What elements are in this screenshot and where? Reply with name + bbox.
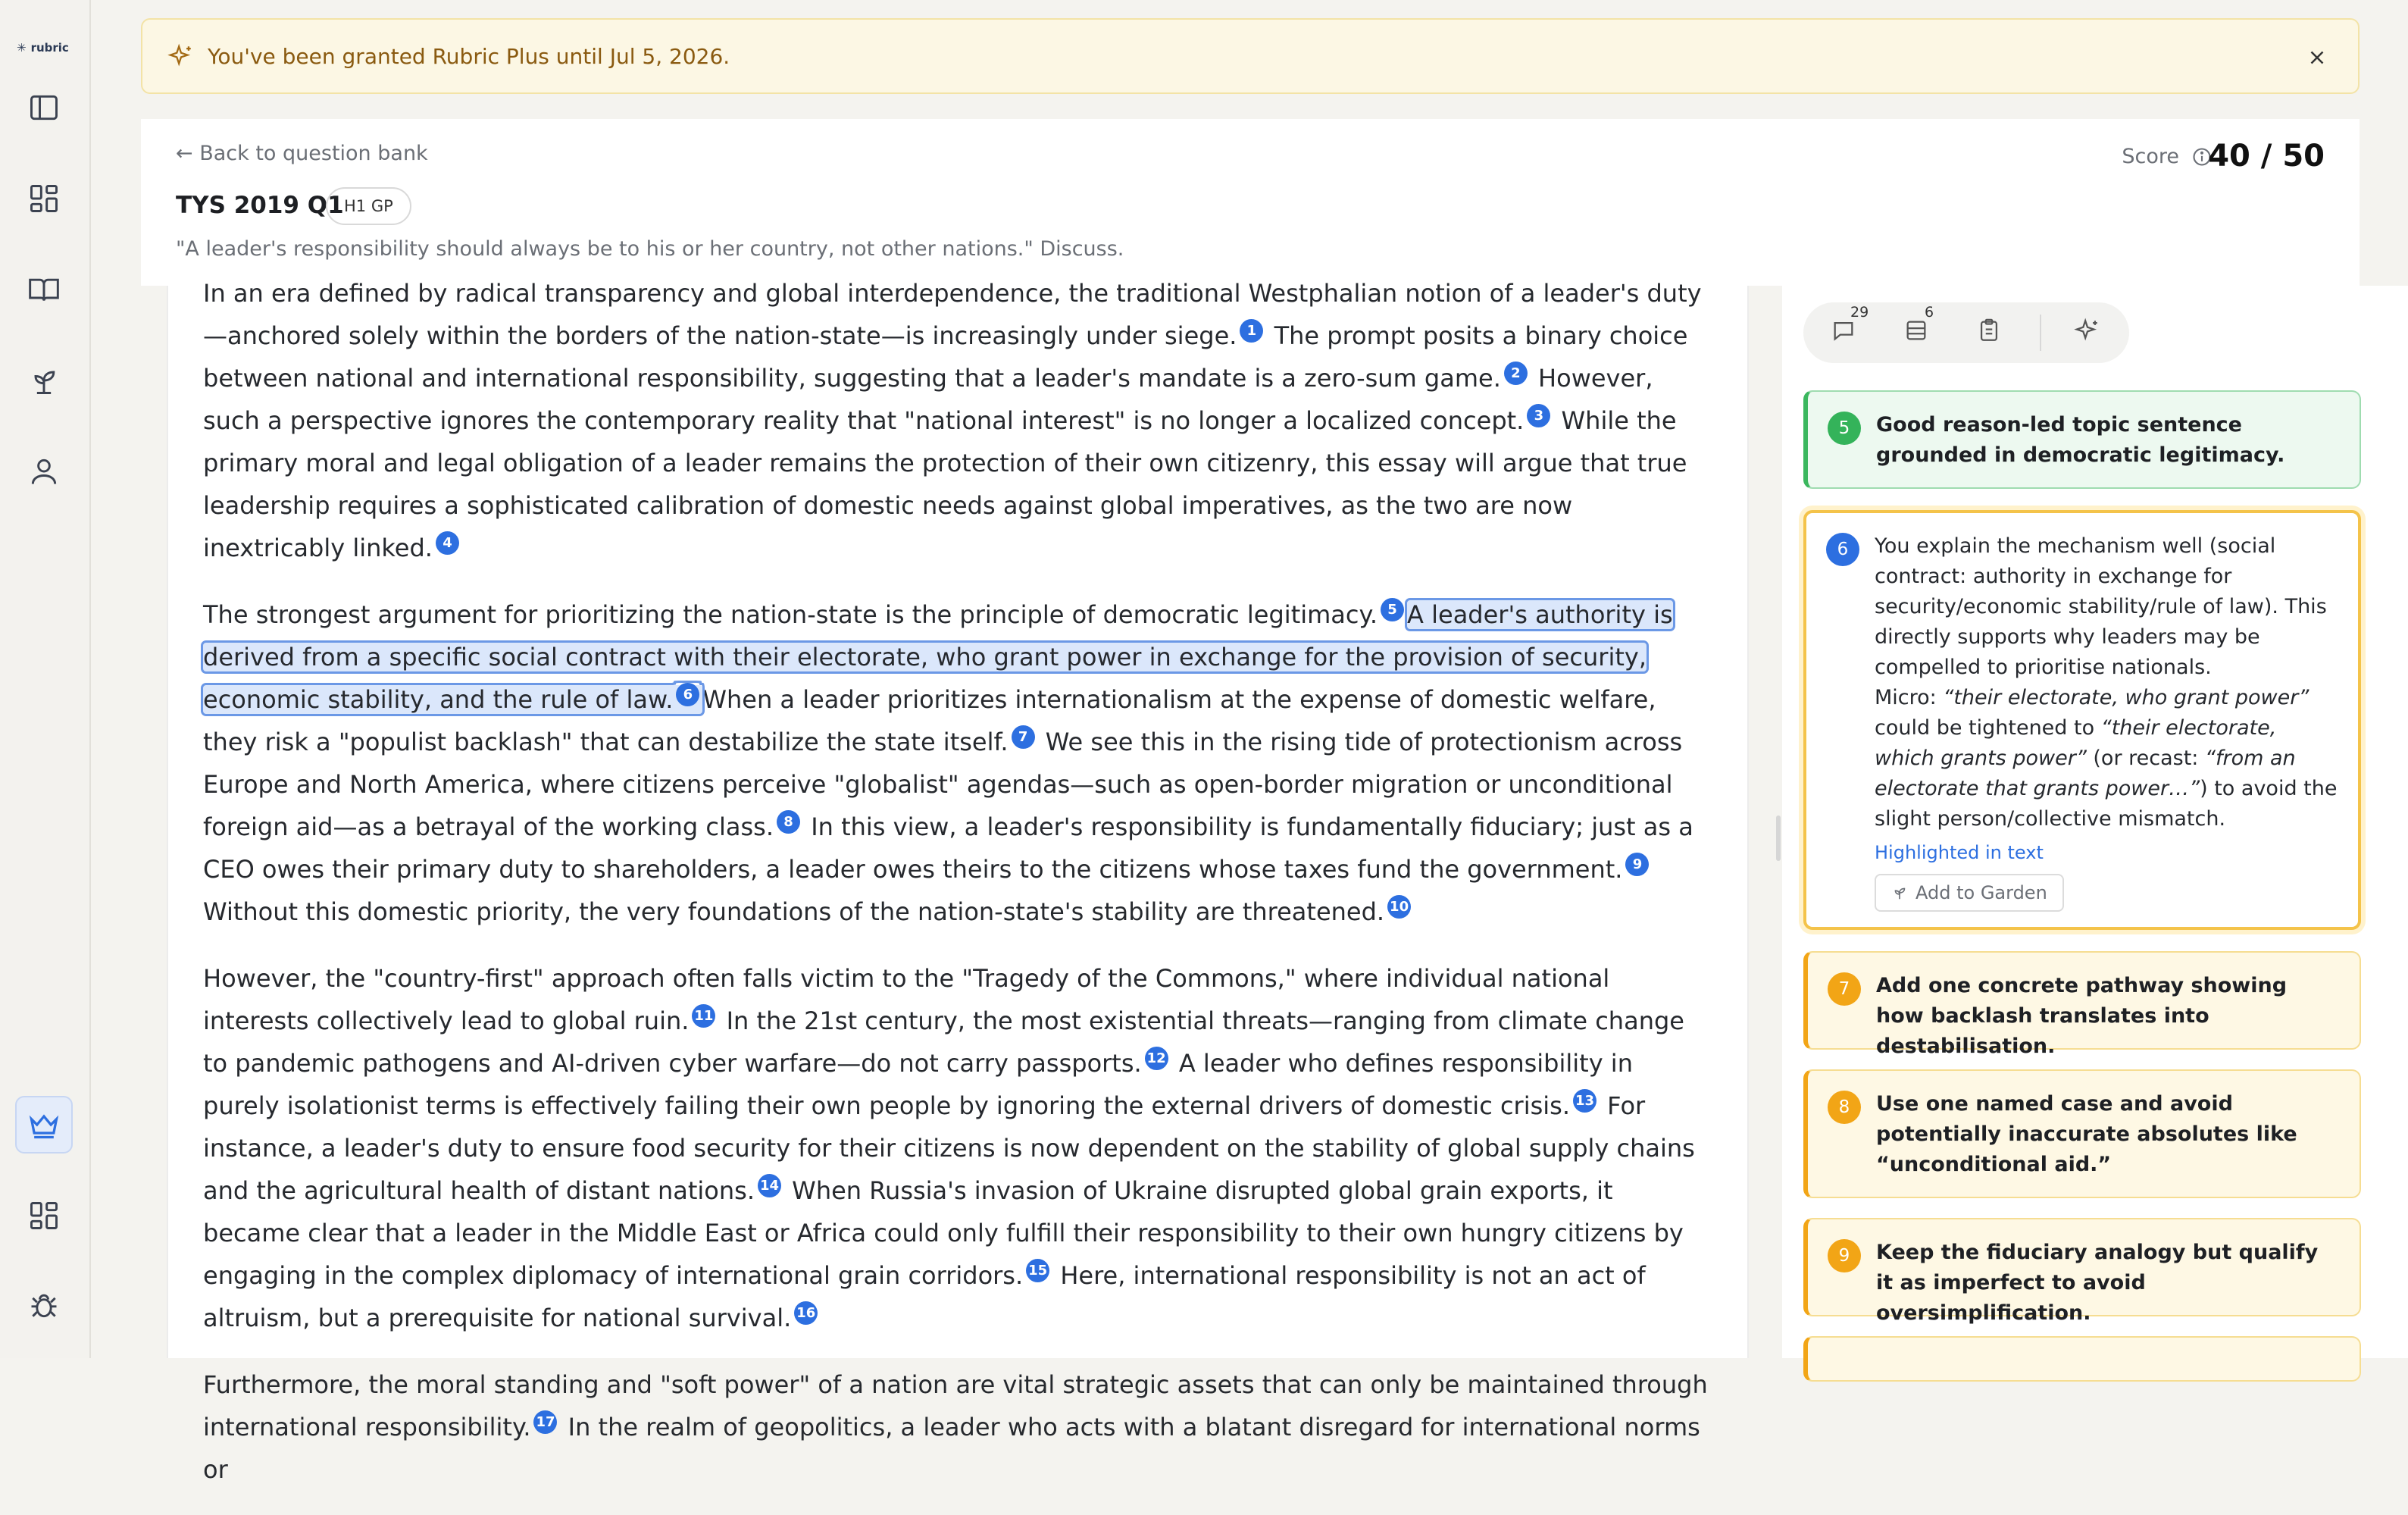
asterisk-icon: ✳: [17, 41, 27, 55]
feedback-number: 6: [1826, 533, 1859, 566]
sentence[interactable]: The strongest argument for prioritizing the nation-state is the principle of democratic legitimacy.: [203, 600, 1378, 629]
toolbar-divider: [2040, 315, 2041, 351]
nav-dashboard-button[interactable]: [15, 170, 73, 227]
report-bug-button[interactable]: [15, 1276, 73, 1334]
quote: “their electorate, who grant power”: [1943, 686, 2309, 709]
comments-count: 29: [1850, 304, 1869, 321]
rubric-tab[interactable]: [1976, 318, 2006, 348]
feedback-marker[interactable]: 6: [676, 683, 699, 706]
sentence[interactable]: The prompt posits a binary choice between national and international responsibility, suggesting that a leader's mandate is a zero-sum game.: [203, 321, 1688, 393]
essay-paragraph-4: [203, 1363, 1711, 1491]
sentence[interactable]: However, such a perspective ignores the contemporary reality that "national interest" is no longer a localized concept.: [203, 364, 1653, 435]
user-icon: [27, 455, 61, 488]
text: could be tightened to: [1875, 716, 2101, 740]
close-icon: [2306, 46, 2328, 69]
question-header: [141, 119, 2360, 286]
list-icon: [1903, 318, 1929, 343]
sidebar-icon: [27, 91, 61, 124]
question-title: TYS 2019 Q1: [176, 192, 344, 219]
sidebar-toggle-button[interactable]: [15, 79, 73, 136]
feedback-marker[interactable]: 14: [758, 1174, 781, 1197]
comments-tab[interactable]: [1831, 304, 1869, 348]
add-to-garden-label: Add to Garden: [1915, 882, 2047, 903]
sentence[interactable]: A leader who defines responsibility in purely isolationist terms is effectively failing their own people by ignoring the external drivers of domestic crisis.: [203, 1049, 1633, 1120]
pane-resize-handle[interactable]: [1776, 815, 1781, 861]
nav-profile-button[interactable]: [15, 443, 73, 500]
feedback-marker[interactable]: 1: [1240, 319, 1263, 343]
sections-count: 6: [1925, 304, 1934, 321]
sentence[interactable]: In this view, a leader's responsibility is fundamentally fiduciary; just as a CEO owes their primary duty to shareholders, a leader owes theirs to the citizens whose taxes fund the government.: [203, 812, 1693, 884]
feedback-marker[interactable]: 17: [533, 1410, 557, 1434]
feedback-marker[interactable]: 13: [1573, 1089, 1596, 1113]
essay-paragraph-2: [203, 593, 1711, 933]
back-to-question-bank-link[interactable]: ← Back to question bank: [176, 142, 428, 165]
sentence[interactable]: In the 21st century, the most existential threats—ranging from climate change to pandemic pathogens and AI-driven cyber warfare—do not carry passports.: [203, 1006, 1684, 1078]
text: (or recast:: [2086, 747, 2205, 770]
sections-tab[interactable]: [1903, 304, 1934, 348]
feedback-card-5[interactable]: [1803, 390, 2361, 489]
crown-icon: [27, 1108, 61, 1141]
feedback-marker[interactable]: 9: [1625, 853, 1649, 876]
feedback-body: [1875, 531, 2338, 834]
feedback-title: Keep the fiduciary analogy but qualify it as imperfect to avoid oversimplification.: [1876, 1241, 2319, 1325]
essay-pane[interactable]: [167, 279, 1749, 1484]
feedback-marker[interactable]: 16: [794, 1301, 818, 1325]
feedback-marker[interactable]: 12: [1145, 1047, 1168, 1070]
feedback-title: Add one concrete pathway showing how backlash translates into destabilisation.: [1876, 974, 2288, 1058]
feedback-title: Use one named case and avoid potentially inaccurate absolutes like “unconditional aid.”: [1876, 1092, 2297, 1176]
highlighted-in-text-link[interactable]: Highlighted in text: [1875, 842, 2044, 863]
sparkles-icon: [2075, 318, 2100, 343]
plus-granted-banner: [141, 18, 2360, 94]
brand-name: rubric: [30, 41, 69, 55]
sentence[interactable]: In the realm of geopolitics, a leader who acts with a blatant disregard for international norms or: [203, 1413, 1700, 1484]
feedback-card-6[interactable]: [1803, 510, 2361, 930]
quote: “from an electorate that grants power…”: [1875, 747, 2296, 800]
highlighted-text: A leader's authority is derived from a specific social contract with their electorate, who grant power in exchange for the provision of security, economic stability, and the rule of law.: [203, 600, 1673, 714]
feedback-marker[interactable]: 2: [1504, 362, 1528, 385]
nav-library-button[interactable]: [15, 261, 73, 318]
comment-icon: [1831, 318, 1856, 343]
score-value: 40 / 50: [2208, 139, 2325, 174]
text: ) to avoid the slight person/collective mismatch.: [1875, 777, 2338, 831]
banner-close-button[interactable]: [2302, 42, 2332, 73]
sprout-icon: [1891, 884, 1908, 901]
feedback-marker[interactable]: 15: [1026, 1259, 1049, 1282]
banner-message: You've been granted Rubric Plus until Jul 5, 2026.: [208, 43, 730, 69]
nav-plus-button[interactable]: [15, 1096, 73, 1153]
sentence[interactable]: We see this in the rising tide of protectionism across Europe and North America, where citizens perceive "globalist" agendas—such as open-border migration or unconditional foreign aid—as a betrayal of the working class.: [203, 728, 1683, 841]
feedback-card-8[interactable]: [1803, 1069, 2361, 1198]
essay-paragraph-1: [203, 272, 1711, 569]
feedback-marker[interactable]: 10: [1387, 895, 1411, 919]
sentence[interactable]: For instance, a leader's duty to ensure food security for their citizens is now dependent on the stability of global supply chains and the agricultural health of distant nations.: [203, 1091, 1695, 1205]
quote: “their electorate, which grants power”: [1875, 716, 2277, 770]
brand-logo[interactable]: [17, 41, 69, 55]
sentence[interactable]: Furthermore, the moral standing and "soft power" of a nation are vital strategic assets that can only be maintained through international responsibility.: [203, 1370, 1708, 1441]
nav-apps-button[interactable]: [15, 1187, 73, 1244]
sentence[interactable]: In an era defined by radical transparency and global interdependence, the traditional Westphalian notion of a leader's duty—anchored solely within the borders of the nation-state—is increasingly under siege.: [203, 279, 1702, 350]
clipboard-icon: [1976, 318, 2002, 343]
essay-paragraph-3: [203, 957, 1711, 1339]
feedback-card-next[interactable]: [1803, 1336, 2361, 1382]
score-label: Score: [2122, 145, 2179, 168]
sentence[interactable]: When Russia's invasion of Ukraine disrupted global grain exports, it became clear that a leader in the Middle East or Africa could only fulfill their responsibility to their own hungry citizens by engaging in the complex diplomacy of international grain corridors.: [203, 1176, 1684, 1290]
feedback-title: Good reason-led topic sentence grounded in democratic legitimacy.: [1876, 413, 2285, 467]
sprout-icon: [27, 364, 61, 397]
feedback-panel: [1782, 286, 2408, 1358]
feedback-marker[interactable]: 3: [1527, 404, 1550, 427]
feedback-marker[interactable]: 11: [692, 1004, 715, 1028]
feedback-marker[interactable]: 4: [436, 531, 459, 555]
dashboard-icon: [27, 1199, 61, 1232]
feedback-number: 5: [1828, 412, 1861, 445]
dashboard-icon: [27, 182, 61, 215]
sentence[interactable]: Here, international responsibility is not an act of altruism, but a prerequisite for national survival.: [203, 1261, 1646, 1332]
feedback-card-9[interactable]: [1803, 1218, 2361, 1325]
feedback-explanation: You explain the mechanism well (social contract: authority in exchange for security/economic stability/rule of law). This directly supports why leaders may be compelled to prioritise nationals.: [1875, 534, 2327, 679]
sentence[interactable]: Without this domestic priority, the very foundations of the nation-state's stability are threatened.: [203, 897, 1385, 926]
question-prompt: "A leader's responsibility should always be to his or her country, not other nations." Discuss.: [176, 237, 1124, 261]
sentence[interactable]: While the primary moral and legal obligation of a leader remains the protection of their own citizenry, this essay will argue that true leadership requires a sophisticated calibration of domestic needs against global imperatives, as the two are now inextricably linked.: [203, 406, 1687, 562]
bug-icon: [27, 1288, 61, 1322]
book-open-icon: [27, 273, 61, 306]
feedback-number: 9: [1828, 1239, 1861, 1272]
feedback-number: 7: [1828, 972, 1861, 1006]
micro-label: Micro:: [1875, 686, 1944, 709]
sentence[interactable]: However, the "country-first" approach often falls victim to the "Tragedy of the Commons," where individual national interests collectively lead to global ruin.: [203, 964, 1610, 1035]
sentence[interactable]: When a leader prioritizes internationalism at the expense of domestic welfare, they risk a "populist backlash" that can destabilize the state itself.: [203, 685, 1656, 756]
feedback-number: 8: [1828, 1091, 1861, 1124]
feedback-toolbar: [1803, 302, 2129, 363]
ai-tab[interactable]: [2075, 318, 2105, 348]
essay-text: [203, 272, 1711, 1515]
left-rail: [0, 0, 91, 1358]
add-to-garden-button[interactable]: [1875, 874, 2064, 912]
feedback-marker[interactable]: 7: [1012, 725, 1035, 749]
subject-tag: H1 GP: [326, 187, 411, 225]
nav-garden-button[interactable]: [15, 352, 73, 409]
feedback-marker[interactable]: 8: [777, 810, 800, 834]
sparkles-icon: [168, 43, 194, 69]
feedback-marker[interactable]: 5: [1381, 598, 1404, 621]
feedback-card-7[interactable]: [1803, 951, 2361, 1058]
